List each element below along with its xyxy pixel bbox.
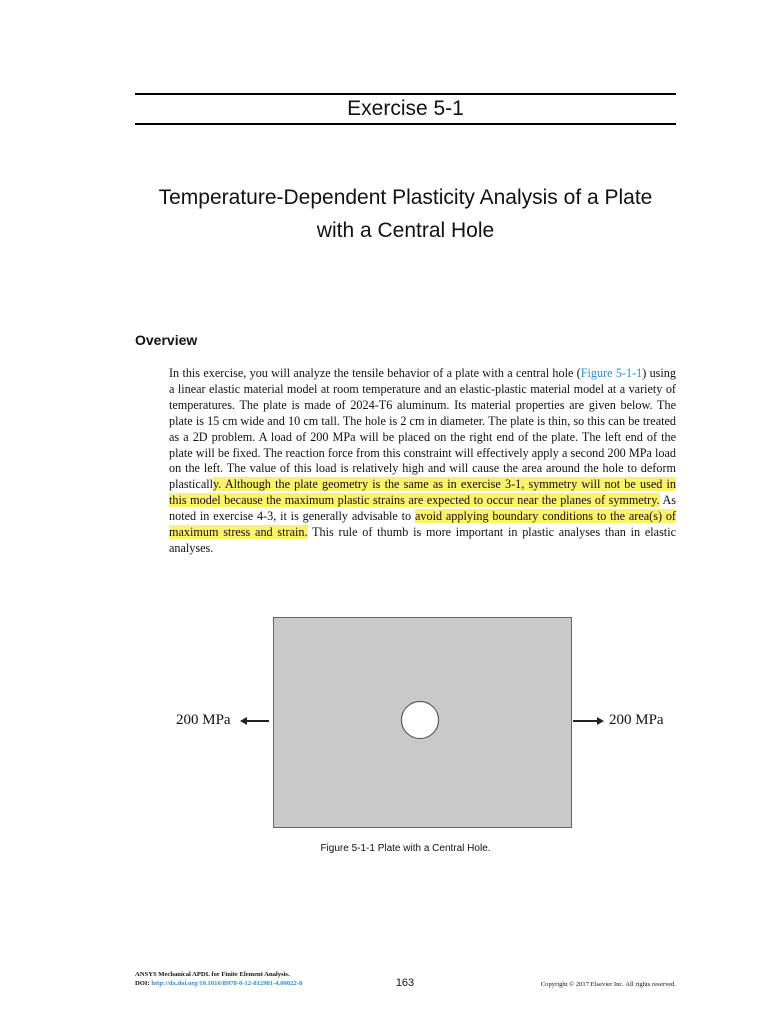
copyright-notice: Copyright © 2017 Elsevier Inc. All rights reserved.: [540, 981, 676, 988]
overview-text-body: ) using a linear elastic material model at room temperature and an elastic-plastic material model at a variety of temperatures. The plate is made of 2024-T6 aluminum. Its material properties are given below. The plate is 15 cm wide and 10 cm tall. The hole is 2 cm in diameter. The plate is thin, so this can be treated as a 2D problem. A load of 200 MPa will be placed on the right end of the plate. The left end of the plate will be fixed. The reaction force from this constraint will effectively apply a second 200 MPa load on the left. The value of this load is relatively high and will cause the area around the hole to deform plasticall: [169, 366, 676, 492]
left-arrow-shaft: [243, 720, 269, 722]
footer-book-info: [135, 970, 302, 988]
header-rule-bottom: [135, 123, 676, 125]
overview-text-middle: As noted in exercise 4-3, it is generally advisable to: [169, 493, 676, 524]
doi-link[interactable]: http://dx.doi.org/10.1016/B978-0-12-812981-4.00022-8: [151, 980, 303, 987]
overview-text-start: In this exercise, you will analyze the tensile behavior of a plate with a central hole (: [169, 366, 581, 380]
highlighted-text-2: avoid applying boundary conditions to the area(s) of maximum stress and strain.: [169, 509, 676, 540]
central-hole: [401, 701, 439, 739]
figure-plate-with-hole: [168, 605, 676, 830]
footer-doi-label: DOI:: [135, 980, 150, 987]
chapter-title: [120, 181, 691, 247]
footer-doi: [135, 979, 302, 988]
overview-paragraph: [169, 366, 676, 557]
figure-caption: Figure 5-1-1 Plate with a Central Hole.: [320, 843, 491, 854]
right-load-label: 200 MPa: [609, 712, 664, 728]
highlighted-text-1: y. Although the plate geometry is the same as in exercise 3-1, symmetry will not be used in this model because the maximum plastic strains are expected to occur near the planes of symmetry.: [169, 477, 676, 508]
overview-text-end: This rule of thumb is more important in plastic analyses than in elastic analyses.: [169, 525, 676, 555]
figure-link[interactable]: Figure 5-1-1: [580, 366, 643, 380]
overview-heading: Overview: [135, 332, 198, 348]
right-arrow-icon: [597, 717, 604, 725]
chapter-title-line-2: with a Central Hole: [316, 219, 495, 242]
right-arrow-shaft: [573, 720, 599, 722]
footer-book-title: ANSYS Mechanical APDL for Finite Element Analysis.: [135, 971, 290, 978]
page-number: 163: [395, 977, 415, 989]
chapter-title-line-1: Temperature-Dependent Plasticity Analysis of a Plate: [158, 186, 653, 209]
left-load-label: 200 MPa: [176, 712, 231, 728]
exercise-number: Exercise 5-1: [347, 97, 464, 120]
